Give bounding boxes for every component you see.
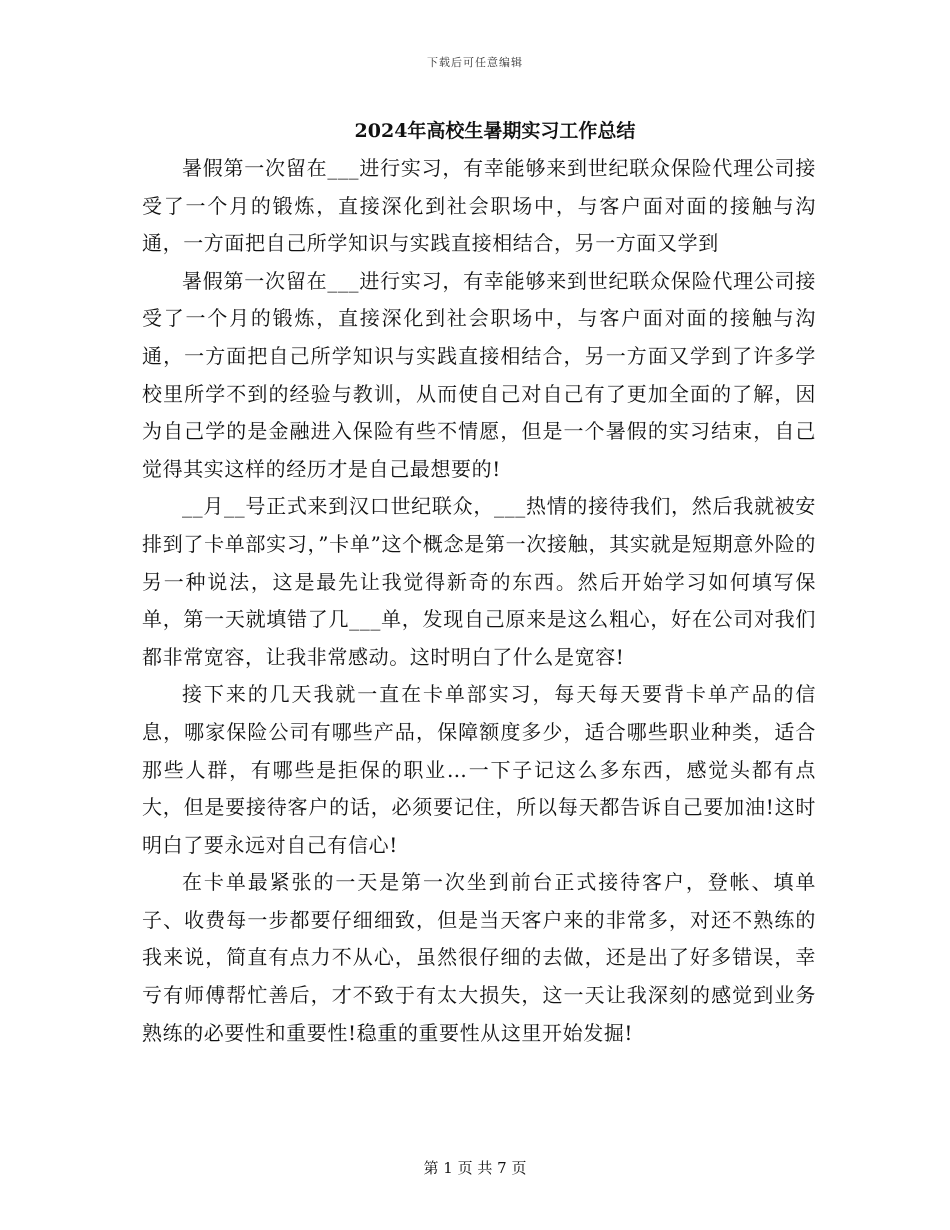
paragraph-1: 暑假第一次留在___进行实习，有幸能够来到世纪联众保险代理公司接受了一个月的锻炼，直接深化到社会职场中，与客户面对面的接触与沟通，一方面把自己所学知识与实践直接相结合，另一方面又学到 [142,156,816,256]
document-title: 2024年高校生暑期实习工作总结 [354,120,636,142]
page-number: 第 1 页 共 7 页 [423,1159,527,1177]
paragraph-2: 暑假第一次留在___进行实习，有幸能够来到世纪联众保险代理公司接受了一个月的锻炼，直接深化到社会职场中，与客户面对面的接触与沟通，一方面把自己所学知识与实践直接相结合，另一方面又学到了许多学校里所学不到的经验与教训，从而使自己对自己有了更加全面的了解，因为自己学的是金融进入保险有些不情愿，但是一个暑假的实习结束，自己觉得其实这样的经历才是自己最想要的! [142,268,816,481]
paragraph-4: 接下来的几天我就一直在卡单部实习，每天每天要背卡单产品的信息，哪家保险公司有哪些产品，保障额度多少，适合哪些职业种类，适合那些人群，有哪些是拒保的职业…一下子记这么多东西，感觉头都有点大，但是要接待客户的话，必须要记住，所以每天都告诉自己要加油!这时明白了要永远对自己有信心! [142,682,816,857]
paragraph-5: 在卡单最紧张的一天是第一次坐到前台正式接待客户，登帐、填单子、收费每一步都要仔细细致，但是当天客户来的非常多，对还不熟练的我来说，简直有点力不从心，虽然很仔细的去做，还是出了好多错误，幸亏有师傅帮忙善后，才不致于有太大损失，这一天让我深刻的感觉到业务熟练的必要性和重要性!稳重的重要性从这里开始发掘! [142,870,816,1045]
header-note: 下载后可任意编辑 [427,56,523,69]
paragraph-3: __月__号正式来到汉口世纪联众，___热情的接待我们，然后我就被安排到了卡单部实习，”卡单”这个概念是第一次接触，其实就是短期意外险的另一种说法，这是最先让我觉得新奇的东西。然后开始学习如何填写保单，第一天就填错了几___单，发现自己原来是这么粗心，好在公司对我们都非常宽容，让我非常感动。这时明白了什么是宽容! [142,494,816,669]
document-body [142,150,816,1052]
